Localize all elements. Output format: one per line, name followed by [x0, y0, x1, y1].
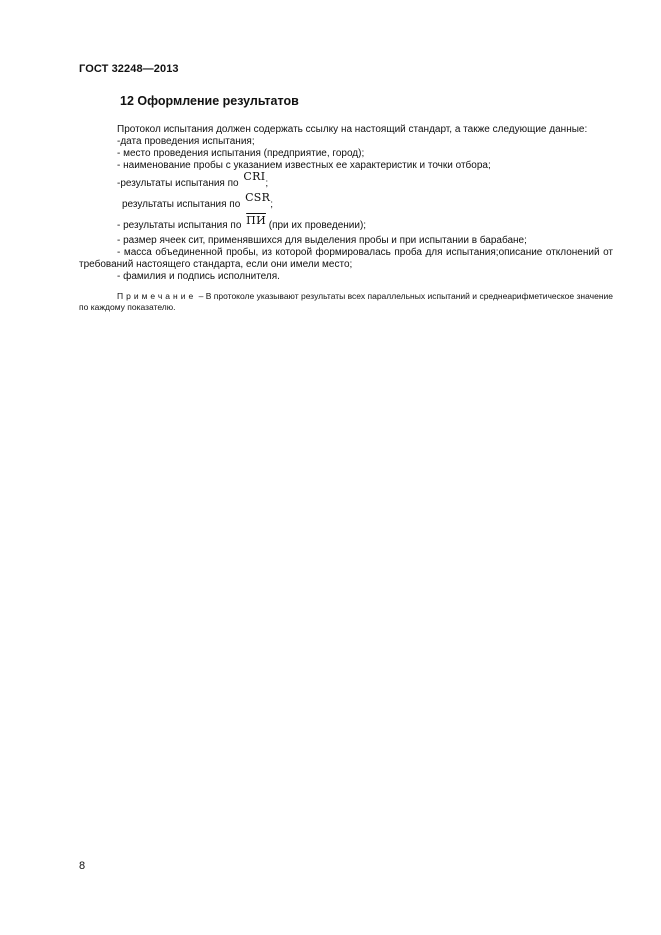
list-item-mass: - масса объединенной пробы, из которой формировалась проба для испытания;описание отклонений от требований настоящего стандарта, если они имели место;	[79, 247, 613, 270]
list-item-signature: - фамилия и подпись исполнителя.	[117, 271, 280, 282]
list-item-cri-text: -результаты испытания по	[117, 178, 239, 189]
formula-csr: CSR	[245, 191, 271, 204]
note-label: Примечание	[117, 291, 197, 301]
list-item-pi-text: - результаты испытания по	[117, 220, 242, 231]
list-item-cri	[79, 170, 613, 193]
list-item-cri-suffix: ;	[265, 178, 269, 189]
list-item-pi	[79, 215, 613, 235]
list-item-place: - место проведения испытания (предприятие, город);	[117, 148, 365, 159]
document-id: ГОСТ 32248—2013	[79, 63, 179, 75]
list-item-pi-suffix: (при их проведении);	[268, 220, 367, 231]
list-item-csr	[79, 191, 613, 214]
note-paragraph	[79, 291, 613, 313]
list-item-date: -дата проведения испытания;	[117, 136, 255, 147]
formula-cri: CRI	[243, 170, 266, 183]
list-item-csr-suffix: ;	[270, 199, 273, 210]
intro-paragraph: Протокол испытания должен содержать ссылку на настоящий стандарт, а также следующие данные:	[117, 124, 588, 135]
page-number: 8	[79, 860, 86, 872]
section-title: 12 Оформление результатов	[120, 94, 299, 108]
section-body	[79, 124, 613, 313]
note-text: – В протоколе указывают результаты всех параллельных испытаний и среднеарифметическое значение по каждому показателю.	[79, 291, 613, 312]
list-item-csr-text: результаты испытания по	[122, 199, 241, 210]
list-item-sieve: - размер ячеек сит, применявшихся для выделения пробы и при испытании в барабане;	[117, 235, 527, 246]
list-item-sample: - наименование пробы с указанием известных ее характеристик и точки отбора;	[117, 160, 491, 171]
formula-pi: ПИ	[246, 214, 266, 227]
